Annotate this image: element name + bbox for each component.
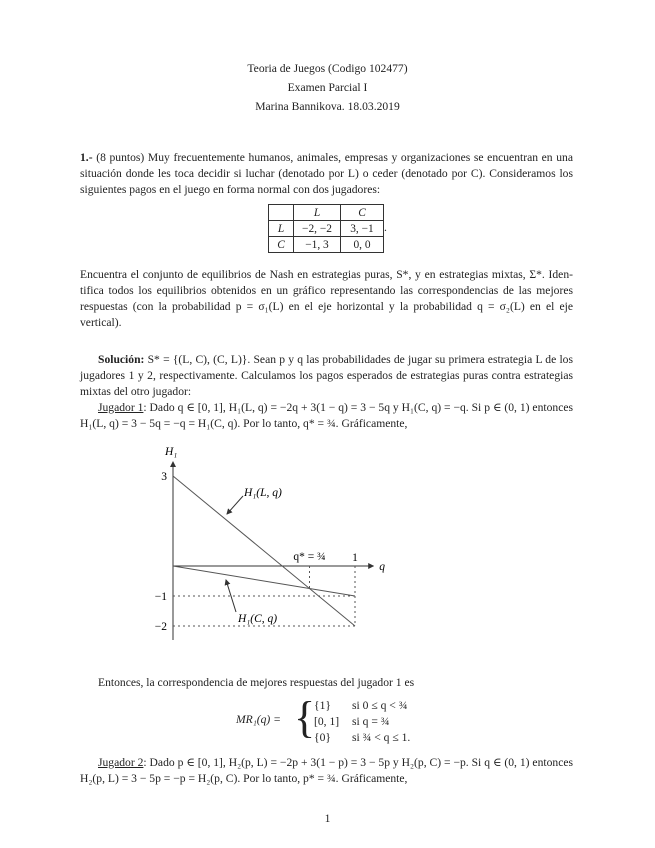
task-line: vertical). [80, 316, 122, 329]
row-header: L [269, 221, 294, 237]
x-tick-label: 1 [352, 552, 358, 564]
x-tick-label: q* = ¾ [293, 551, 326, 563]
player1-text: : Dado q ∈ [0, 1], H₁(L, q) = −2q + 3(1 − q) = 3 − 5q y H₁(C, q) = −q. Si p ∈ (0, 1) entonces [143, 401, 573, 414]
x-axis-label: q [379, 561, 385, 573]
case-value: [0, 1] [314, 715, 340, 728]
player2-line [80, 755, 573, 771]
task-line: Encuentra el conjunto de equilibrios de Nash en estrategias puras, S*, y en estrategias mixtas, Σ*. Iden- [80, 268, 573, 281]
br-intro: Entonces, la correspondencia de mejores respuestas del jugador 1 es [98, 676, 415, 689]
problem-line: situación donde les toca decidir si luchar (denotado por L) o ceder (denotado por C). Consideramos los [80, 167, 573, 180]
table-period: . [384, 221, 387, 234]
mr-case [314, 715, 454, 731]
case-value: {1} [314, 699, 331, 712]
y-tick-label: −2 [154, 621, 167, 633]
brace: { [294, 693, 316, 742]
player2-text: : Dado p ∈ [0, 1], H₂(p, L) = −2p + 3(1 − p) = 3 − 5p y H₂(p, C) = −p. Si q ∈ (0, 1) entonces [143, 756, 573, 769]
task-line: respuestas (con la probabilidad p = σ₁(L) en el eje horizontal y la probabilidad q = σ₂(L) en el eje [80, 300, 573, 313]
payoff-cell: 0, 0 [341, 237, 384, 253]
problem-text: (8 puntos) Muy frecuentemente humanos, animales, empresas y organizaciones se encuentran en una [96, 151, 573, 164]
mr-lhs: MR₁(q) = [236, 713, 282, 726]
player1-line: H₁(L, q) = 3 − 5q = −q = H₁(C, q). Por lo tanto, q* = ¾. Gráficamente, [80, 417, 408, 430]
problem-line: siguientes pagos en el juego en forma normal con dos jugadores: [80, 183, 381, 196]
solution-text: S* = {(L, C), (C, L)}. Sean p y q las probabilidades de jugar su primera estrategia L de los [147, 353, 573, 366]
payoff-cell: −1, 3 [294, 237, 341, 253]
row-header: C [269, 237, 294, 253]
player2-line: H₂(p, L) = 3 − 5p = −p = H₂(p, C). Por lo tanto, p* = ¾. Gráficamente, [80, 772, 408, 785]
series-label-c: H₁(C, q) [238, 613, 278, 625]
player1-label: Jugador 1 [98, 401, 144, 414]
y-tick-label: −1 [154, 591, 167, 603]
payoff-cell: −2, −2 [294, 221, 341, 237]
case-value: {0} [314, 731, 331, 744]
mr-case [314, 731, 454, 747]
series-arrow-l [227, 496, 243, 514]
case-condition: si 0 ≤ q < ¾ [352, 699, 408, 712]
case-condition: si ¾ < q ≤ 1. [352, 731, 411, 744]
series-line-c [173, 566, 355, 596]
mr-cases [314, 699, 454, 747]
y-tick-label: 3 [161, 471, 167, 483]
col-header: L [294, 205, 341, 221]
problem-number: 1.- [80, 151, 93, 164]
y-axis-label: H₁ [165, 446, 178, 458]
page-number: 1 [324, 812, 331, 825]
case-condition: si q = ¾ [352, 715, 390, 728]
document-title: Teoria de Juegos (Codigo 102477) [247, 62, 408, 75]
document-subtitle: Examen Parcial I [287, 81, 368, 94]
task-line: tifica todos los equilibrios obtenidos en un gráfico representando las correspondencias de las mejores [80, 284, 573, 297]
player2-label: Jugador 2 [98, 756, 144, 769]
mr-case [314, 699, 454, 715]
solution-line: jugadores 1 y 2, respectivamente. Calculamos los pagos esperados de estrategias puras contra estrategias [80, 369, 573, 382]
author-date: Marina Bannikova. 18.03.2019 [255, 100, 400, 113]
payoff-cell: 3, −1 [341, 221, 384, 237]
solution-label: Solución: [98, 353, 145, 366]
col-header: C [341, 205, 384, 221]
solution-line: mixtas del otro jugador: [80, 385, 192, 398]
series-label-l: H₁(L, q) [244, 487, 282, 499]
